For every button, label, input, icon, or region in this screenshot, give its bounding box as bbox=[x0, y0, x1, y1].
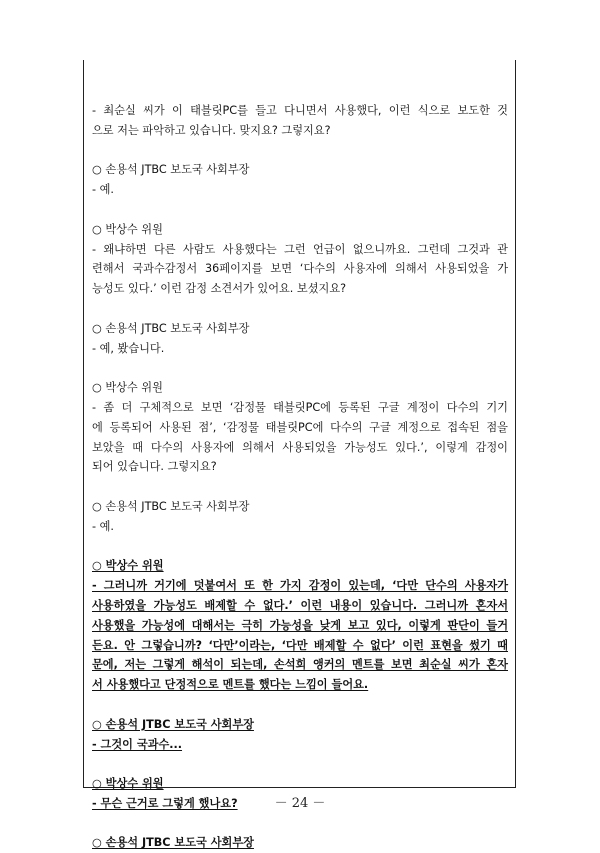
speech-block bbox=[92, 378, 508, 477]
speech-line: 되어 있습니다. 그렇지요? bbox=[92, 460, 217, 474]
speech-line: - 왜냐하면 다른 사람도 사용했다는 그런 언급이 없으니까요. 그런데 그것과 관 bbox=[92, 242, 508, 256]
speech-block bbox=[92, 101, 508, 141]
speech-line: - 예, 봤습니다. bbox=[92, 341, 165, 355]
speech-block bbox=[92, 497, 508, 537]
emphasized-speech-block bbox=[92, 556, 508, 695]
speech-line: 련해서 국과수감정서 36페이지를 보면 ‘다수의 사용자에 의해서 사용되었을 가 bbox=[92, 262, 508, 276]
speaker-line: ○ 손용석 JTBC 보도국 사회부장 bbox=[92, 321, 250, 335]
speaker-line: ○ 손용석 JTBC 보도국 사회부장 bbox=[92, 717, 254, 731]
speech-line: 에 등록되어 사용된 점’, ‘감정물 태블릿PC에 다수의 구글 계정으로 접속된 점을 bbox=[92, 420, 508, 434]
speaker-line: ○ 박상수 위원 bbox=[92, 222, 163, 236]
speech-line: 사용했을 가능성에 대해서는 극히 가능성을 낮게 보고 있다, 이렇게 판단이 들거 bbox=[92, 618, 508, 632]
speech-line: 문에, 저는 그렇게 해석이 되는데, 손석희 앵커의 멘트를 보면 최순실 씨가 혼자 bbox=[92, 658, 508, 672]
speaker-line: ○ 박상수 위원 bbox=[92, 381, 163, 395]
speech-line: 보았을 때 다수의 사용자에 의해서 사용되었을 가능성도 있다.’, 이렇게 감정이 bbox=[92, 440, 508, 454]
speaker-line: ○ 박상수 위원 bbox=[92, 777, 164, 791]
emphasized-speech-block bbox=[92, 833, 508, 853]
transcript-content bbox=[84, 60, 515, 853]
speaker-line: ○ 손용석 JTBC 보도국 사회부장 bbox=[92, 836, 254, 850]
speech-line: - 예. bbox=[92, 183, 114, 197]
page-number: － 24 － bbox=[274, 796, 326, 811]
speech-block bbox=[92, 220, 508, 299]
speech-block bbox=[92, 319, 508, 359]
speech-line: - 예. bbox=[92, 519, 114, 533]
speech-line: 으로 저는 파악하고 있습니다. 맞지요? 그렇지요? bbox=[92, 123, 331, 137]
speaker-line: ○ 박상수 위원 bbox=[92, 559, 164, 573]
speech-line: - 무슨 근거로 그렇게 했나요? bbox=[92, 796, 238, 810]
speech-line: 사용하였을 가능성도 배제할 수 없다.’ 이런 내용이 있습니다. 그러니까 혼자서 bbox=[92, 598, 508, 612]
speaker-line: ○ 손용석 JTBC 보도국 사회부장 bbox=[92, 163, 250, 177]
speech-line: - 최순실 씨가 이 태블릿PC를 들고 다니면서 사용했다, 이런 식으로 보도한 것 bbox=[92, 104, 508, 117]
speech-line: - 그러니까 거기에 덧붙여서 또 한 가지 감정이 있는데, ‘다만 단수의 사용자가 bbox=[92, 579, 508, 593]
emphasized-speech-block bbox=[92, 715, 508, 755]
speaker-line: ○ 손용석 JTBC 보도국 사회부장 bbox=[92, 499, 250, 513]
speech-line: - 좀 더 구체적으로 보면 ‘감정물 태블릿PC에 등록된 구글 계정이 다수의 기기 bbox=[92, 400, 508, 414]
speech-line: - 그것이 국과수... bbox=[92, 737, 183, 751]
speech-line: 능성도 있다.’ 이런 감정 소견서가 있어요. 보셨지요? bbox=[92, 282, 347, 296]
speech-block bbox=[92, 160, 508, 200]
speech-line: 서 사용했다고 단정적으로 멘트를 했다는 느낌이 들어요. bbox=[92, 678, 369, 692]
speech-line: 든요. 안 그렇습니까? ‘다만’이라는, ‘다만 배제할 수 없다’ 이런 표현을 썼기 때 bbox=[92, 638, 508, 652]
